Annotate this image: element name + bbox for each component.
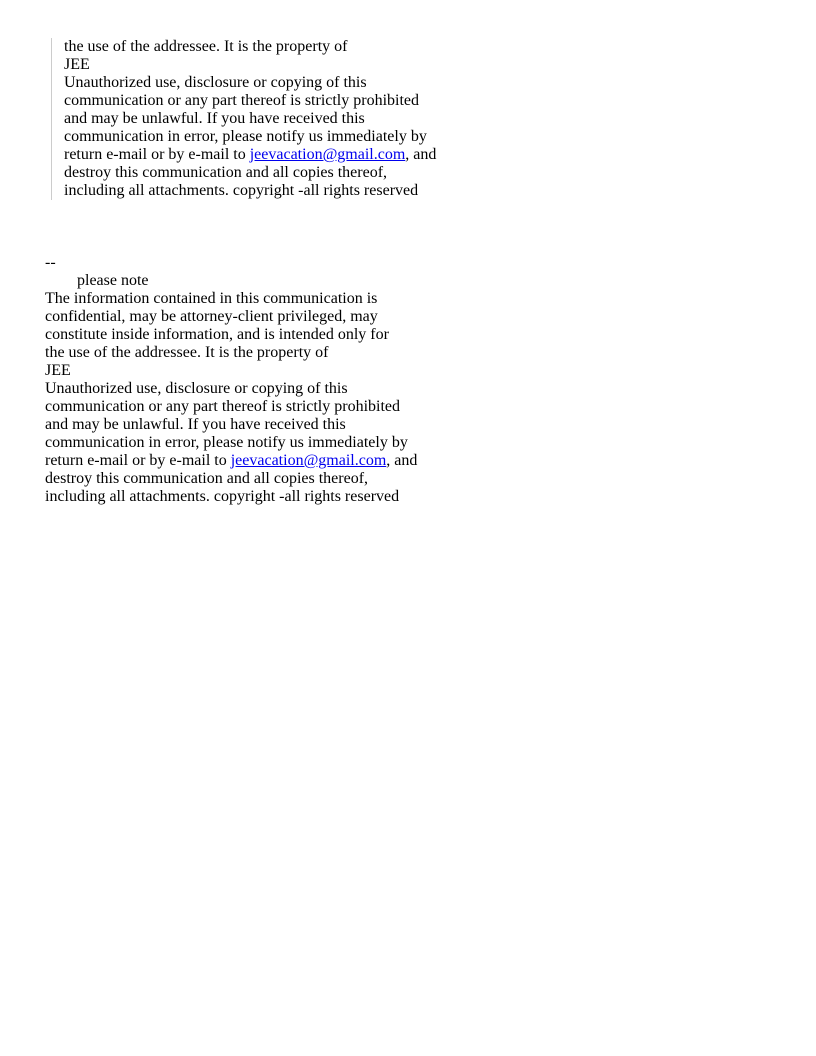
quoted-text-line: Unauthorized use, disclosure or copying of this: [64, 74, 367, 91]
signature-block: [45, 254, 485, 506]
signature-email-suffix: , and: [386, 452, 418, 469]
signature-text-line: The information contained in this communication is: [45, 290, 378, 307]
signature-text-line: the use of the addressee. It is the property of: [45, 344, 329, 361]
quoted-email-prefix: return e-mail or by e-mail to: [64, 146, 250, 163]
signature-text-line: communication or any part thereof is strictly prohibited: [45, 398, 401, 415]
quoted-email-link[interactable]: jeevacation@gmail.com: [249, 146, 406, 163]
signature-note: please note: [77, 272, 149, 289]
quoted-email-line: [64, 146, 484, 164]
quoted-text-line: destroy this communication and all copies thereof,: [64, 164, 388, 181]
signature-text-line: including all attachments. copyright -all rights reserved: [45, 488, 400, 505]
quoted-disclaimer-block: [51, 38, 484, 200]
signature-text-line: destroy this communication and all copies thereof,: [45, 470, 369, 487]
signature-text-line: Unauthorized use, disclosure or copying of this: [45, 380, 348, 397]
quoted-email-suffix: , and: [405, 146, 437, 163]
signature-text-line: communication in error, please notify us immediately by: [45, 434, 408, 451]
quoted-text-line: including all attachments. copyright -all rights reserved: [64, 182, 419, 199]
quoted-text-line: communication or any part thereof is strictly prohibited: [64, 92, 420, 109]
signature-email-link[interactable]: jeevacation@gmail.com: [230, 452, 387, 469]
signature-email-line: [45, 452, 485, 470]
signature-text-line: confidential, may be attorney-client privileged, may: [45, 308, 378, 325]
signature-email-prefix: return e-mail or by e-mail to: [45, 452, 231, 469]
quoted-text-line: the use of the addressee. It is the property of: [64, 38, 348, 55]
signature-text-line: JEE: [45, 362, 71, 379]
quoted-text-line: communication in error, please notify us immediately by: [64, 128, 427, 145]
signature-separator: --: [45, 254, 56, 271]
quoted-text-line: JEE: [64, 56, 90, 73]
signature-text-line: and may be unlawful. If you have received this: [45, 416, 346, 433]
signature-text-line: constitute inside information, and is intended only for: [45, 326, 389, 343]
quoted-text-line: and may be unlawful. If you have received this: [64, 110, 365, 127]
